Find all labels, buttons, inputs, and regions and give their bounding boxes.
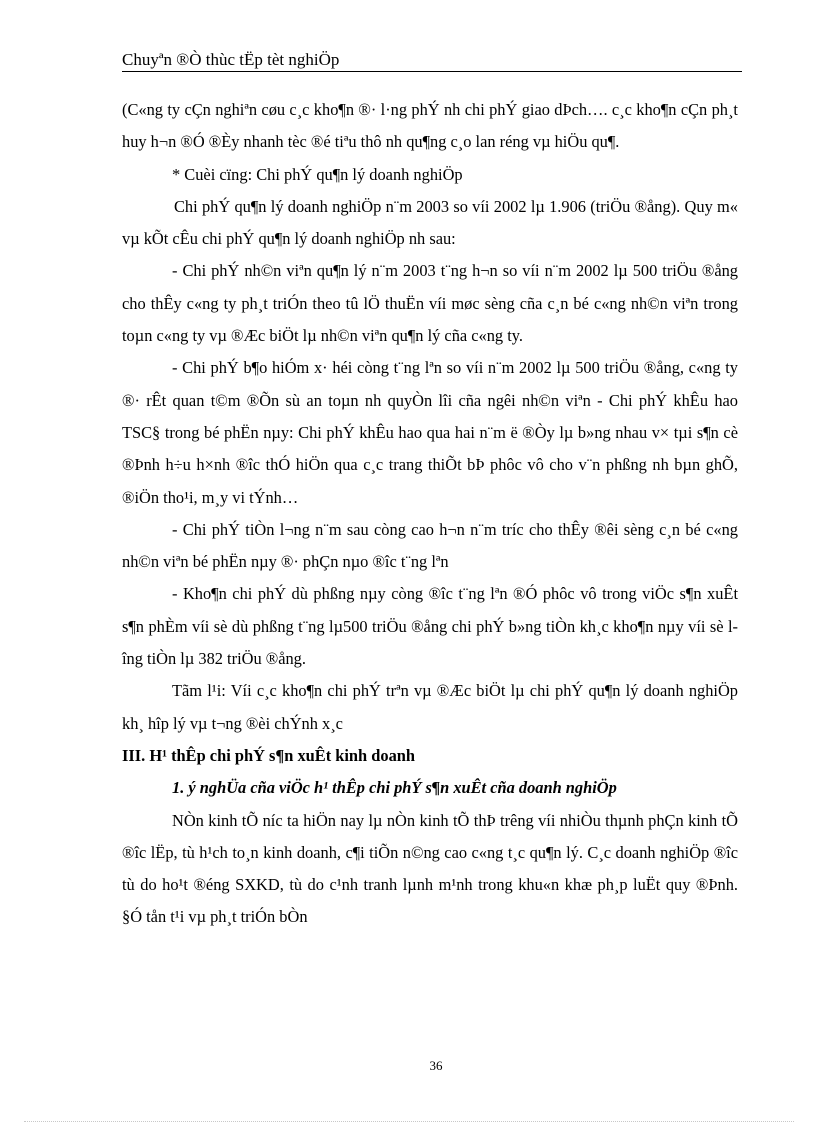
paragraph-admin-cost-summary: Chi phÝ qu¶n lý doanh nghiÖp n¨m 2003 so víi 2002 lµ 1.906 (triÖu ®ång). Quy m« vµ kÕt cÊu chi phÝ qu¶n lý doanh nghiÖp nh sau: [122,196,738,249]
subsection-heading: 1. ý nghÜa cña viÖc h¹ thÊp chi phÝ s¶n xuÊt cña doanh nghiÖp [172,778,617,798]
paragraph-salary-cost: - Chi phÝ tiÒn l¬ng n¨m sau còng cao h¬n n¨m tríc cho thÊy ®êi sèng c¸n bé c«ng nh©n viªn bé phËn nµy ®· phÇn nµo ®îc t¨ng lªn [122,519,738,572]
document-body [122,94,738,934]
section-heading: III. H¹ thÊp chi phÝ s¶n xuÊt kinh doanh [122,745,415,765]
page-number: 36 [429,1058,443,1073]
paragraph-cost-review: (C«ng ty cÇn nghiªn cøu c¸c kho¶n ®· l·ng phÝ nh chi phÝ giao dÞch…. c¸c kho¶n cÇn ph¸t huy h¬n ®Ó ®Èy nhanh tèc ®é tiªu thô nh qu¶ng c¸o lan réng vµ hiÖu qu¶. [122,100,738,152]
paragraph-conclusion: Tãm l¹i: Víi c¸c kho¶n chi phÝ trªn vµ ®Æc biÖt lµ chi phÝ qu¶n lý doanh nghiÖp kh¸ hîp lý vµ t¬ng ®èi chÝnh x¸c [122,681,738,733]
running-header: Chuyªn ®Ò thùc tËp tèt nghiÖp [122,50,340,69]
paragraph-admin-cost-heading: * Cuèi cïng: Chi phÝ qu¶n lý doanh nghiÖp [172,164,463,184]
paragraph-insurance-depreciation: - Chi phÝ b¶o hiÓm x· héi còng t¨ng lªn so víi n¨m 2002 lµ 500 triÖu ®ång, c«ng ty ®· rÊt quan t©m ®Õn sù an toµn nh quyÒn lîi cña ngêi nh©n viªn - Chi phÝ khÊu hao TSC§ trong bé phËn nµy: Chi phÝ khÊu hao qua hai n¨m ë ®Òy lµ b»ng nhau v× tµi s¶n cè ®Þnh h÷u h×nh ®îc thÓ hiÖn qua c¸c trang thiÕt bÞ phôc vô cho v¨n phßng nh bµn ghÕ, ®iÖn tho¹i, m¸y vi tÝnh… [122,358,738,507]
paragraph-provision-cost: - Kho¶n chi phÝ dù phßng nµy còng ®îc t¨ng lªn ®Ó phôc vô trong viÖc s¶n xuÊt s¶n phÈm víi sè dù phßng t¨ng lµ500 triÖu ®ång chi phÝ b»ng tiÒn kh¸c kho¶n nµy víi sè lîng tiÒn lµ 382 triÖu ®ång. [122,584,738,669]
paragraph-staff-cost: - Chi phÝ nh©n viªn qu¶n lý n¨m 2003 t¨ng h¬n so víi n¨m 2002 lµ 500 triÖu ®ång cho thÊy c«ng ty ph¸t triÓn theo tû lÖ thuËn víi møc sèng cña c¸n bé c«ng nh©n viªn trong toµn c«ng ty vµ ®Æc biÖt lµ nh©n viªn qu¶n lý cña c«ng ty. [122,261,738,346]
paragraph-market-economy: NÒn kinh tÕ níc ta hiÖn nay lµ nÒn kinh tÕ thÞ trêng víi nhiÒu thµnh phÇn kinh tÕ ®îc lËp, tù h¹ch to¸n kinh doanh, c¶i tiÕn n©ng cao c«ng t¸c qu¶n lý. C¸c doanh nghiÖp ®îc tù do ho¹t ®éng SXKD, tù do c¹nh tranh lµnh m¹nh trong khu«n khæ ph¸p luËt quy ®Þnh. §Ó tån t¹i vµ ph¸t triÓn bÒn [122,810,738,927]
header-rule [122,71,742,72]
footer-rule [24,1121,794,1122]
